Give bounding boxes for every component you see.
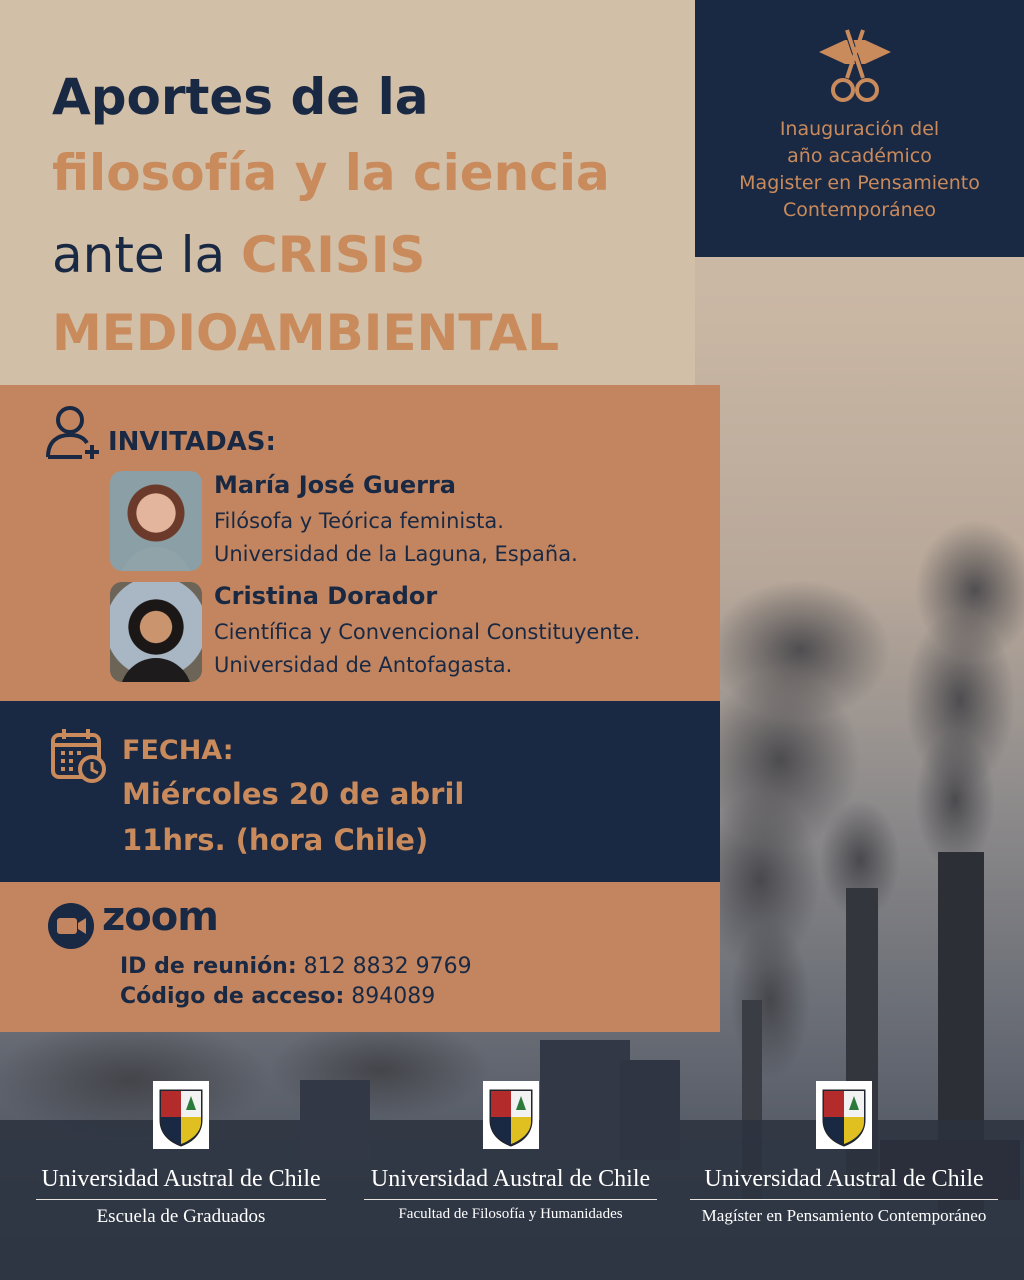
- add-person-icon: [44, 403, 102, 461]
- faculty-name: Facultad de Filosofía y Humanidades: [398, 1206, 623, 1222]
- guest-photo: [110, 582, 202, 682]
- guest-affiliation: Universidad de la Laguna, España.: [214, 542, 578, 566]
- guests-section: [0, 385, 720, 701]
- university-crest-icon: [815, 1080, 873, 1150]
- university-name: Universidad Austral de Chile: [690, 1166, 998, 1200]
- logo-facultad-filosofia: [364, 1080, 657, 1223]
- date-heading: FECHA:: [122, 735, 234, 766]
- calendar-clock-icon: [50, 727, 106, 783]
- title-line-3-highlight: CRISIS: [241, 226, 426, 284]
- guest-name: Cristina Dorador: [214, 582, 438, 610]
- meeting-id-value: 812 8832 9769: [296, 954, 472, 979]
- guest-photo: [110, 471, 202, 571]
- title-line-4: MEDIOAMBIENTAL: [52, 304, 560, 362]
- zoom-brand: zoom: [102, 894, 218, 940]
- event-day: Miércoles 20 de abril: [122, 777, 465, 811]
- badge-line-2: año académico: [787, 145, 932, 167]
- guest-affiliation: Universidad de Antofagasta.: [214, 653, 513, 677]
- title-line-1: Aportes de la: [52, 68, 429, 126]
- guest-role: Filósofa y Teórica feminista.: [214, 509, 504, 533]
- program-name: Magíster en Pensamiento Contemporáneo: [701, 1206, 987, 1225]
- title-line-3: [52, 226, 426, 284]
- access-code-label: Código de acceso:: [120, 984, 345, 1009]
- title-line-3-prefix: ante la: [52, 226, 242, 284]
- meeting-id-label: ID de reunión:: [120, 954, 297, 979]
- badge-line-1: Inauguración del: [779, 118, 940, 140]
- title-panel: [0, 0, 695, 385]
- meeting-id: [120, 954, 472, 979]
- access-code: [120, 984, 435, 1009]
- inauguration-badge: [695, 0, 1024, 257]
- university-crest-icon: [482, 1080, 540, 1150]
- zoom-section: [0, 882, 720, 1032]
- university-crest-icon: [152, 1080, 210, 1150]
- guest-role: Científica y Convencional Constituyente.: [214, 620, 641, 644]
- logo-magister-pensamiento: [690, 1080, 998, 1226]
- access-code-value: 894089: [344, 984, 436, 1009]
- university-name: Universidad Austral de Chile: [364, 1166, 657, 1200]
- badge-line-3: Magister en Pensamiento: [739, 172, 980, 194]
- university-name: Universidad Austral de Chile: [36, 1166, 326, 1200]
- badge-line-4: Contemporáneo: [782, 199, 937, 221]
- date-section: [0, 701, 720, 882]
- school-name: Escuela de Graduados: [96, 1206, 266, 1227]
- guest-name: María José Guerra: [214, 471, 456, 499]
- event-time: 11hrs. (hora Chile): [122, 823, 429, 857]
- title-line-2: filosofía y la ciencia: [52, 144, 610, 202]
- badge-text: [695, 116, 1024, 224]
- guests-heading: INVITADAS:: [108, 427, 276, 457]
- ribbon-cutting-scissors-icon: [817, 26, 893, 106]
- logo-escuela-graduados: [36, 1080, 326, 1228]
- zoom-camera-icon: [47, 902, 95, 950]
